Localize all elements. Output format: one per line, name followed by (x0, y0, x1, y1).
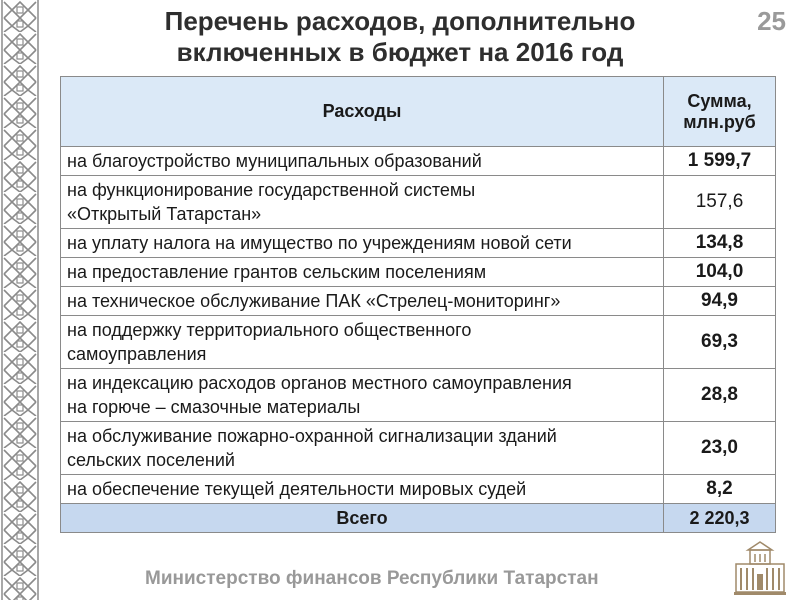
row-value: 104,0 (664, 258, 776, 287)
row-value: 8,2 (664, 475, 776, 504)
row-name (61, 229, 664, 258)
table-row (61, 176, 776, 229)
title-line-1: Перечень расходов, дополнительно (164, 6, 636, 36)
row-name-line: на уплату налога на имущество по учреждениям новой сети (67, 233, 572, 253)
header-expenses: Расходы (61, 77, 664, 147)
table-row (61, 422, 776, 475)
row-name-line: на благоустройство муниципальных образований (67, 151, 482, 171)
row-name (61, 147, 664, 176)
row-name (61, 258, 664, 287)
expenses-table (60, 76, 776, 533)
table-row (61, 147, 776, 176)
row-name-line: на обслуживание пожарно-охранной сигнализации зданий (67, 426, 557, 446)
row-name-line: на функционирование государственной системы (67, 180, 476, 200)
decorative-ornament-border (0, 0, 40, 600)
table-row (61, 369, 776, 422)
row-name-line: на горюче – смазочные материалы (67, 397, 361, 417)
header-amount-line-2: млн.руб (683, 111, 756, 132)
table-total-row (61, 504, 776, 533)
table-header-row (61, 77, 776, 147)
page-number: 25 (757, 6, 786, 36)
footer-ministry-name: Министерство финансов Республики Татарстан (145, 568, 599, 589)
row-name (61, 369, 664, 422)
row-value: 1 599,7 (664, 147, 776, 176)
row-value: 134,8 (664, 229, 776, 258)
table-row (61, 287, 776, 316)
header-amount (664, 77, 776, 147)
row-name-line: сельских поселений (67, 450, 235, 470)
row-name (61, 422, 664, 475)
row-name (61, 475, 664, 504)
total-value: 2 220,3 (664, 504, 776, 533)
table-row (61, 258, 776, 287)
row-name-line: на индексацию расходов органов местного самоуправления (67, 373, 572, 393)
row-name-line: на техническое обслуживание ПАК «Стрелец-мониторинг» (67, 291, 561, 311)
table-row (61, 316, 776, 369)
total-label: Всего (61, 504, 664, 533)
row-name-line: на обеспечение текущей деятельности мировых судей (67, 479, 527, 499)
header-amount-line-1: Сумма, (687, 90, 752, 111)
row-name-line: на предоставление грантов сельским поселениям (67, 262, 487, 282)
row-value: 23,0 (664, 422, 776, 475)
row-name (61, 287, 664, 316)
row-name-line: на поддержку территориального общественного (67, 320, 472, 340)
table-row (61, 475, 776, 504)
row-value: 94,9 (664, 287, 776, 316)
row-value: 69,3 (664, 316, 776, 369)
building-logo-icon (732, 540, 788, 596)
title-line-2: включенных в бюджет на 2016 год (176, 37, 624, 67)
row-value: 157,6 (664, 176, 776, 229)
row-name-line: самоуправления (67, 344, 207, 364)
row-value: 28,8 (664, 369, 776, 422)
row-name (61, 176, 664, 229)
row-name-line: «Открытый Татарстан» (67, 204, 262, 224)
table-row (61, 229, 776, 258)
row-name (61, 316, 664, 369)
page-title (90, 6, 710, 68)
